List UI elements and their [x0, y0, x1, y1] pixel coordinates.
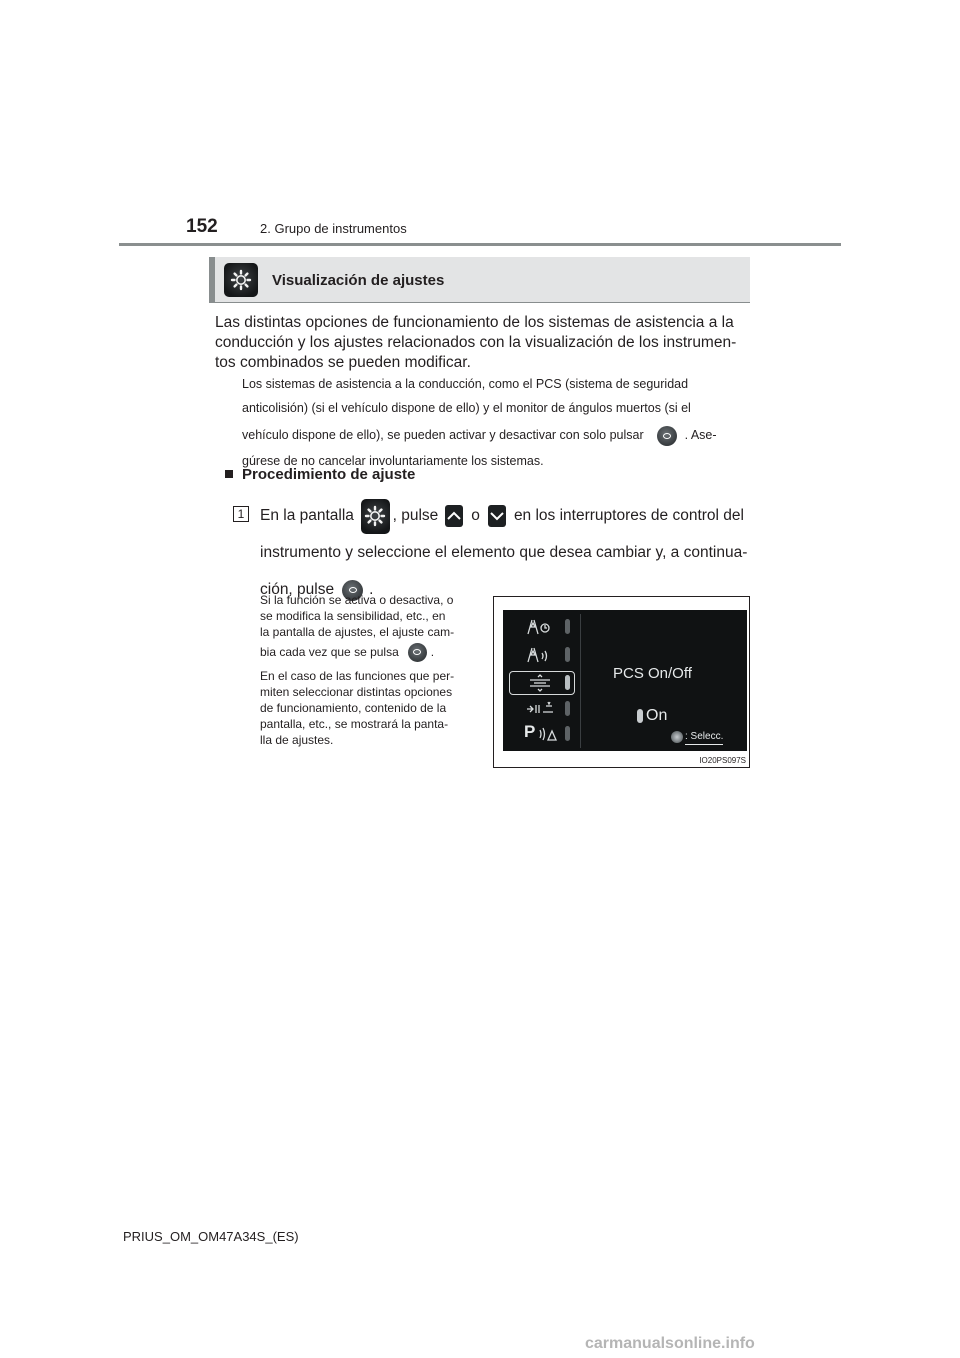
image-code: IO20PS097S [699, 756, 746, 765]
menu-divider [580, 614, 581, 748]
step-text-part: . [369, 581, 374, 598]
step-text-part: En la pantalla [260, 507, 354, 524]
parking-assist-icon: P [524, 722, 536, 741]
chevron-up-icon [445, 505, 463, 527]
note-text: vehículo dispone de ello), se pueden activar y desactivar con solo pulsar [242, 428, 644, 442]
step-text-part: , pulse [392, 507, 439, 524]
caption-line: pantalla, etc., se mostrará la panta- [260, 717, 449, 731]
display-setting-title: PCS On/Off [613, 665, 692, 682]
menu-item-parking-assist [510, 723, 574, 745]
caption-text: . [430, 645, 435, 659]
section-title: 2. Grupo de instrumentos [260, 221, 407, 236]
step-text-part: en los interruptores de control del [513, 507, 744, 524]
menu-item-cruise-radar [510, 698, 574, 720]
select-knob-icon [671, 731, 683, 743]
figure-caption [260, 592, 479, 748]
display-setting-value: On [646, 707, 668, 724]
note-line [242, 424, 744, 446]
intro-line: tos combinados se pueden modificar. [215, 354, 471, 371]
page-number: 152 [186, 216, 218, 237]
caption-text: bia cada vez que se pulsa [260, 645, 399, 659]
parking-sensor-icon [538, 725, 558, 743]
intro-paragraph [215, 313, 744, 373]
caption-line: lla de ajustes. [260, 733, 334, 747]
menu-item-pcs-warning [510, 616, 574, 638]
footer-code: PRIUS_OM_OM47A34S_(ES) [123, 1229, 299, 1244]
display-illustration [493, 596, 750, 768]
box-title: Visualización de ajustes [272, 272, 445, 289]
intro-line: conducción y los ajustes relacionados con la visualización de los instrumen- [215, 334, 737, 351]
settings-display-box [209, 257, 750, 303]
note-text: . Ase- [684, 428, 717, 442]
caption-line: se modifica la sensibilidad, etc., en [260, 609, 446, 623]
caption-line: la pantalla de ajustes, el ajuste cam- [260, 625, 455, 639]
menu-item-pcs-sound [510, 644, 574, 666]
note-line: gúrese de no cancelar involuntariamente los sistemas. [242, 454, 544, 468]
ok-button-icon [408, 643, 427, 662]
gear-icon [361, 499, 390, 534]
cruise-radar-icon [524, 700, 558, 718]
step-text-part: ción, pulse [260, 581, 335, 598]
note-line: Los sistemas de asistencia a la conducción, como el PCS (sistema de seguridad [242, 377, 689, 391]
step-text-part: o [471, 507, 480, 524]
ok-button-icon [657, 426, 677, 446]
toggle-indicator [637, 709, 643, 723]
chevron-down-icon [488, 505, 506, 527]
subhead-bullet [225, 470, 233, 478]
gear-icon [224, 263, 258, 297]
caption-line: miten seleccionar distintas opciones [260, 685, 453, 699]
watermark: carmanualsonline.info [585, 1335, 755, 1352]
note-line: anticolisión) (si el vehículo dispone de ello) y el monitor de ángulos muertos (si el [242, 401, 691, 415]
intro-line: Las distintas opciones de funcionamiento de los sistemas de asistencia a la [215, 314, 734, 331]
pcs-sound-icon [524, 646, 558, 664]
step-row: instrumento y seleccione el elemento que desea cambiar y, a continua- [260, 544, 748, 561]
caption-line [260, 640, 479, 664]
caption-line: Si la función se activa o desactiva, o [260, 593, 454, 607]
menu-item-lane-assist [510, 672, 574, 694]
instrument-display [503, 610, 747, 751]
procedure-heading: Procedimiento de ajuste [242, 466, 416, 483]
note-paragraph [242, 376, 744, 470]
header-rule [119, 243, 841, 246]
caption-line: de funcionamiento, contenido de la [260, 701, 447, 715]
display-select-hint: : Selecc. [685, 730, 723, 745]
caption-line: En el caso de las funciones que per- [260, 669, 455, 683]
lane-assist-icon [524, 674, 558, 692]
step-row [260, 498, 744, 534]
step-number: 1 [233, 506, 249, 522]
pcs-warning-icon [524, 618, 558, 636]
